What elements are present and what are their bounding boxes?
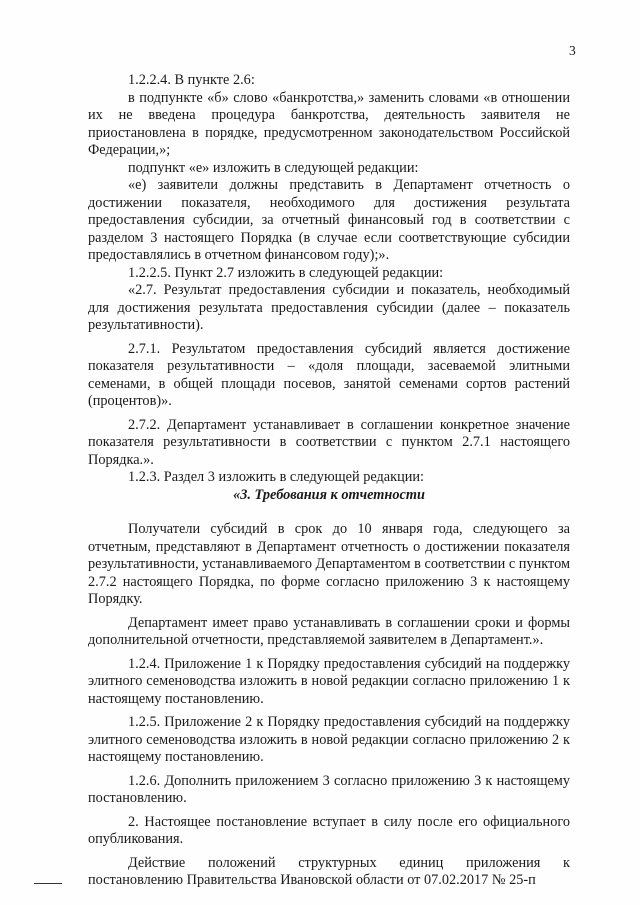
paragraph: 2. Настоящее постановление вступает в силу после его официального опубликования. [88,813,570,847]
paragraph: Получатели субсидий в срок до 10 января года, следующего за отчетным, представляют в Департамент отчетность о достижении показателя результативности, устанавливаемого Департаментом в соответствии с пунктом 2.7.2 настоящего Порядка, по форме согласно приложению 3 к настоящему Порядку. [88,521,570,607]
footnote-divider [34,883,62,884]
document-body [88,72,570,890]
paragraph: 1.2.5. Приложение 2 к Порядку предоставления субсидий на поддержку элитного семеноводства изложить в новой редакции согласно приложению 2 к настоящему постановлению. [88,714,570,765]
paragraph: 2.7.2. Департамент устанавливает в соглашении конкретное значение показателя результативности в соответствии с пунктом 2.7.1 настоящего Порядка.». [88,416,570,468]
paragraph: 1.2.3. Раздел 3 изложить в следующей редакции: [128,469,425,485]
paragraph: Департамент имеет право устанавливать в соглашении сроки и формы дополнительной отчетности, представляемой заявителем в Департамент.». [88,614,570,648]
paragraph: 2.7.1. Результатом предоставления субсидий является достижение показателя результативности – «доля площади, засеваемой элитными семенами, в общей площади посевов, занятой семенами сортов растений (процентов)». [88,340,570,409]
paragraph: «2.7. Результат предоставления субсидии и показатель, необходимый для достижения результата предоставления субсидии (далее – показатель результативности). [88,282,570,333]
paragraph: «е) заявители должны представить в Департамент отчетность о достижении показателя, необходимого для достижения результата предоставления субсидии, за отчетный финансовый год в соответствии с разделом 3 настоящего Порядка (в случае если соответствующие субсидии предоставлялись в отчетном финансовом году);». [88,177,570,263]
paragraph: 1.2.6. Дополнить приложением 3 согласно приложению 3 к настоящему постановлению. [88,772,570,806]
paragraph: 1.2.2.4. В пункте 2.6: [128,72,255,88]
page-number: 3 [569,43,576,58]
paragraph: Действие положений структурных единиц приложения к постановлению Правительства Ивановской области от 07.02.2017 № 25-п [88,854,570,888]
paragraph: 1.2.4. Приложение 1 к Порядку предоставления субсидий на поддержку элитного семеноводства изложить в новой редакции согласно приложению 1 к настоящему постановлению. [88,655,570,707]
paragraph: подпункт «е» изложить в следующей редакции: [128,159,419,176]
paragraph: в подпункте «б» слово «банкротства,» заменить словами «в отношении их не введена процедура банкротства, деятельность заявителя не приостановлена в порядке, предусмотренном законодательством Российской Федерации,»; [88,89,570,158]
paragraph: 1.2.2.5. Пункт 2.7 изложить в следующей редакции: [128,264,444,281]
section-heading: «3. Требования к отчетности [233,486,425,503]
